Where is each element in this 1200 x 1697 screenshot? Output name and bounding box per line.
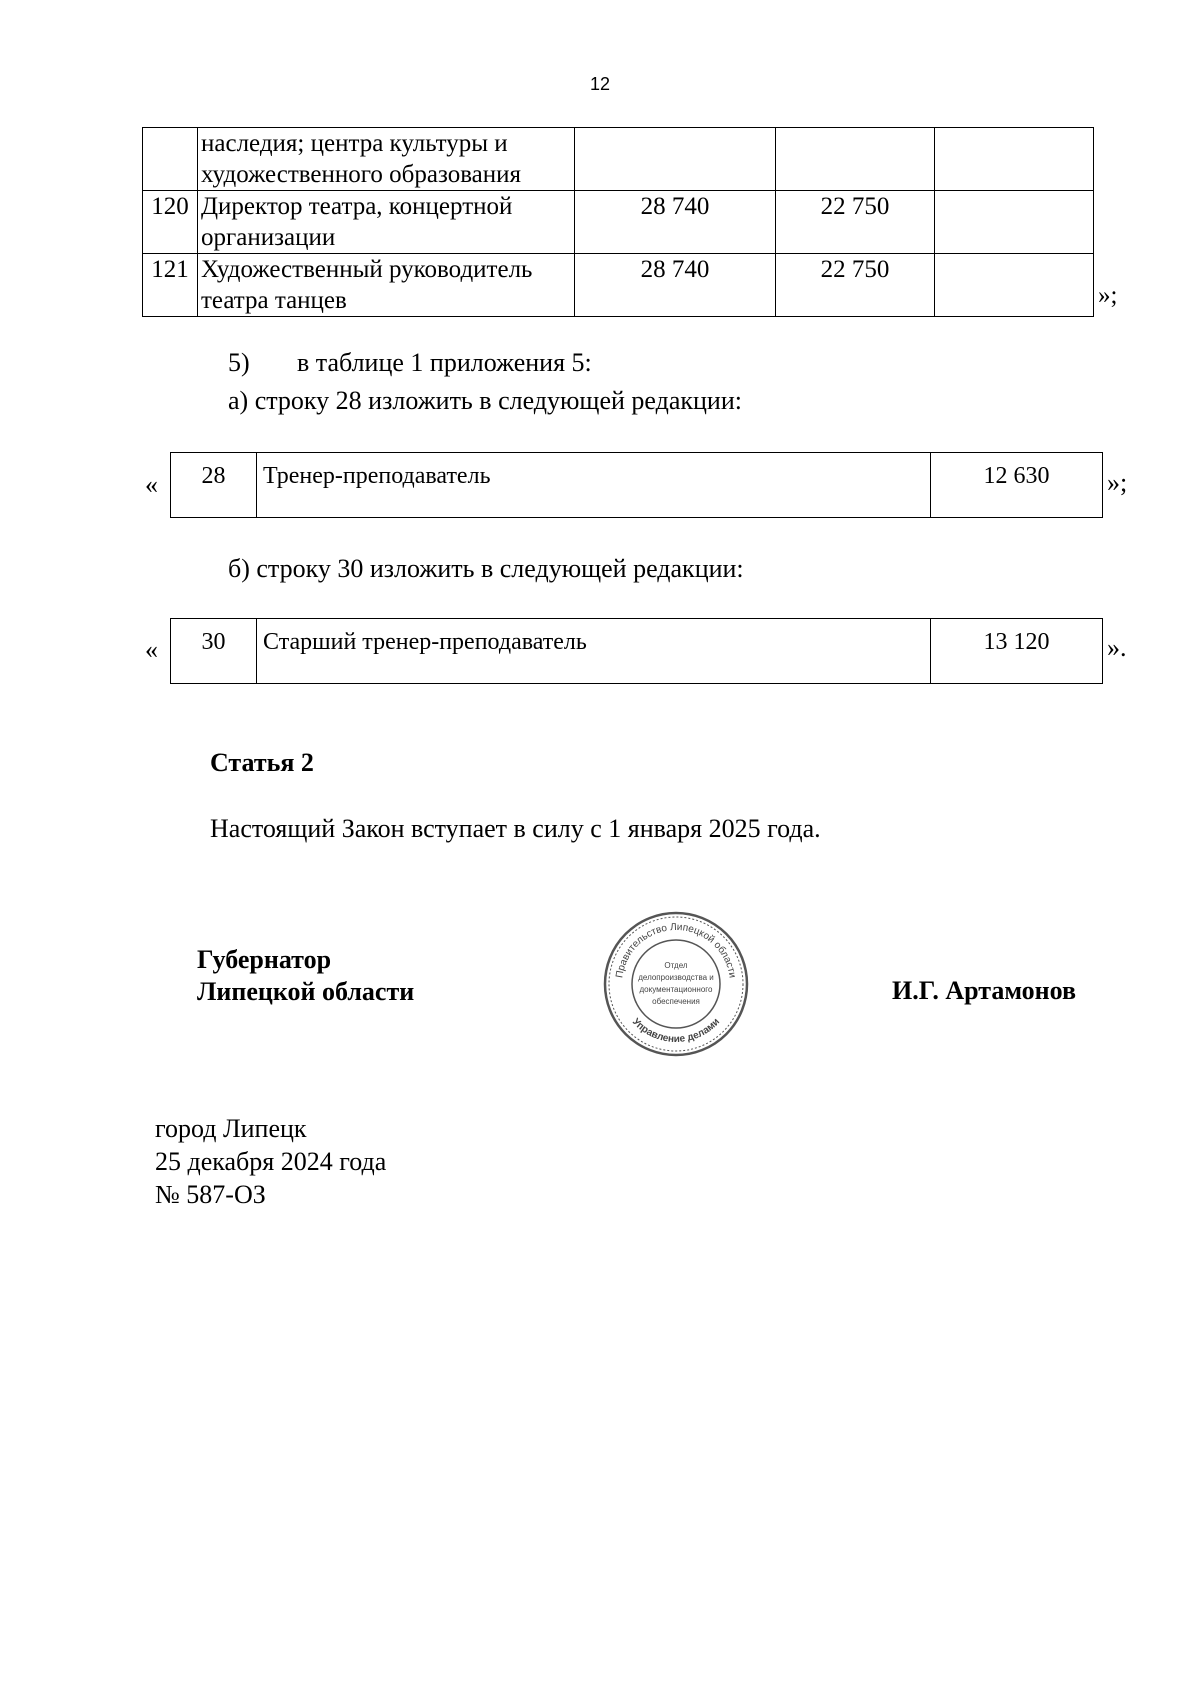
document-footer (155, 1112, 386, 1211)
salary-value: 13 120 (983, 629, 1050, 655)
salary-value-1: 28 740 (575, 191, 776, 254)
stamp-center-line: обеспечения (652, 997, 700, 1006)
signatory-name: И.Г. Артамонов (892, 976, 1077, 1005)
table-row (143, 191, 1094, 254)
salary-value-1 (575, 128, 776, 191)
table-row (143, 128, 1094, 191)
row-number: 28 (171, 453, 257, 517)
official-stamp-icon (602, 910, 750, 1058)
salary-value-3 (935, 254, 1094, 317)
stamp-center-line: документационного (639, 985, 713, 994)
svg-text:Правительство Липецкой области (614, 922, 737, 979)
position-name: Художественный руководитель театра танцев (198, 254, 575, 317)
subparagraph-a: а) строку 28 изложить в следующей редакции: (228, 386, 742, 415)
salary-value-2: 22 750 (776, 191, 935, 254)
article-heading: Статья 2 (210, 748, 314, 777)
stamp-center-line: Отдел (664, 961, 688, 970)
salary-value-3 (935, 128, 1094, 191)
closing-quote: ». (1107, 633, 1127, 662)
opening-quote: « (145, 470, 158, 499)
position-name: Старший тренер-преподаватель (257, 619, 931, 683)
salary-value-1: 28 740 (575, 254, 776, 317)
closing-quote: »; (1098, 282, 1118, 309)
stamp-outer-bottom: Управление делами (629, 1016, 723, 1046)
date: 25 декабря 2024 года (155, 1147, 387, 1176)
position-name: Директор театра, концертной организации (198, 191, 575, 254)
row-30-box (170, 618, 1103, 684)
paragraph-text: в таблице 1 приложения 5: (297, 348, 592, 377)
salary-value-3 (935, 191, 1094, 254)
opening-quote: « (145, 635, 158, 664)
table-row (143, 254, 1094, 317)
salary-value-2: 22 750 (776, 254, 935, 317)
svg-text:Управление делами (630, 1016, 722, 1045)
paragraph-number: 5) (228, 348, 250, 377)
signatory-title: Губернатор Липецкой области (197, 945, 415, 1006)
row-number: 121 (143, 254, 198, 317)
salary-value-2 (776, 128, 935, 191)
subparagraph-b: б) строку 30 изложить в следующей редакции: (228, 554, 744, 583)
appendix-table-fragment (142, 127, 1094, 317)
position-name: Тренер-преподаватель (257, 453, 931, 517)
page-number: 12 (589, 74, 611, 94)
city: город Липецк (155, 1114, 307, 1143)
position-name: наследия; центра культуры и художественного образования (198, 128, 575, 191)
row-number: 120 (143, 191, 198, 254)
article-text: Настоящий Закон вступает в силу с 1 января 2025 года. (210, 814, 821, 843)
law-number: № 587-ОЗ (155, 1180, 266, 1209)
row-28-box (170, 452, 1103, 518)
stamp-outer-top: Правительство Липецкой области (614, 921, 738, 979)
salary-value: 12 630 (983, 463, 1050, 489)
row-number (143, 128, 198, 191)
closing-quote: »; (1107, 468, 1128, 497)
row-number: 30 (171, 619, 257, 683)
stamp-center-line: делопроизводства и (638, 973, 714, 982)
